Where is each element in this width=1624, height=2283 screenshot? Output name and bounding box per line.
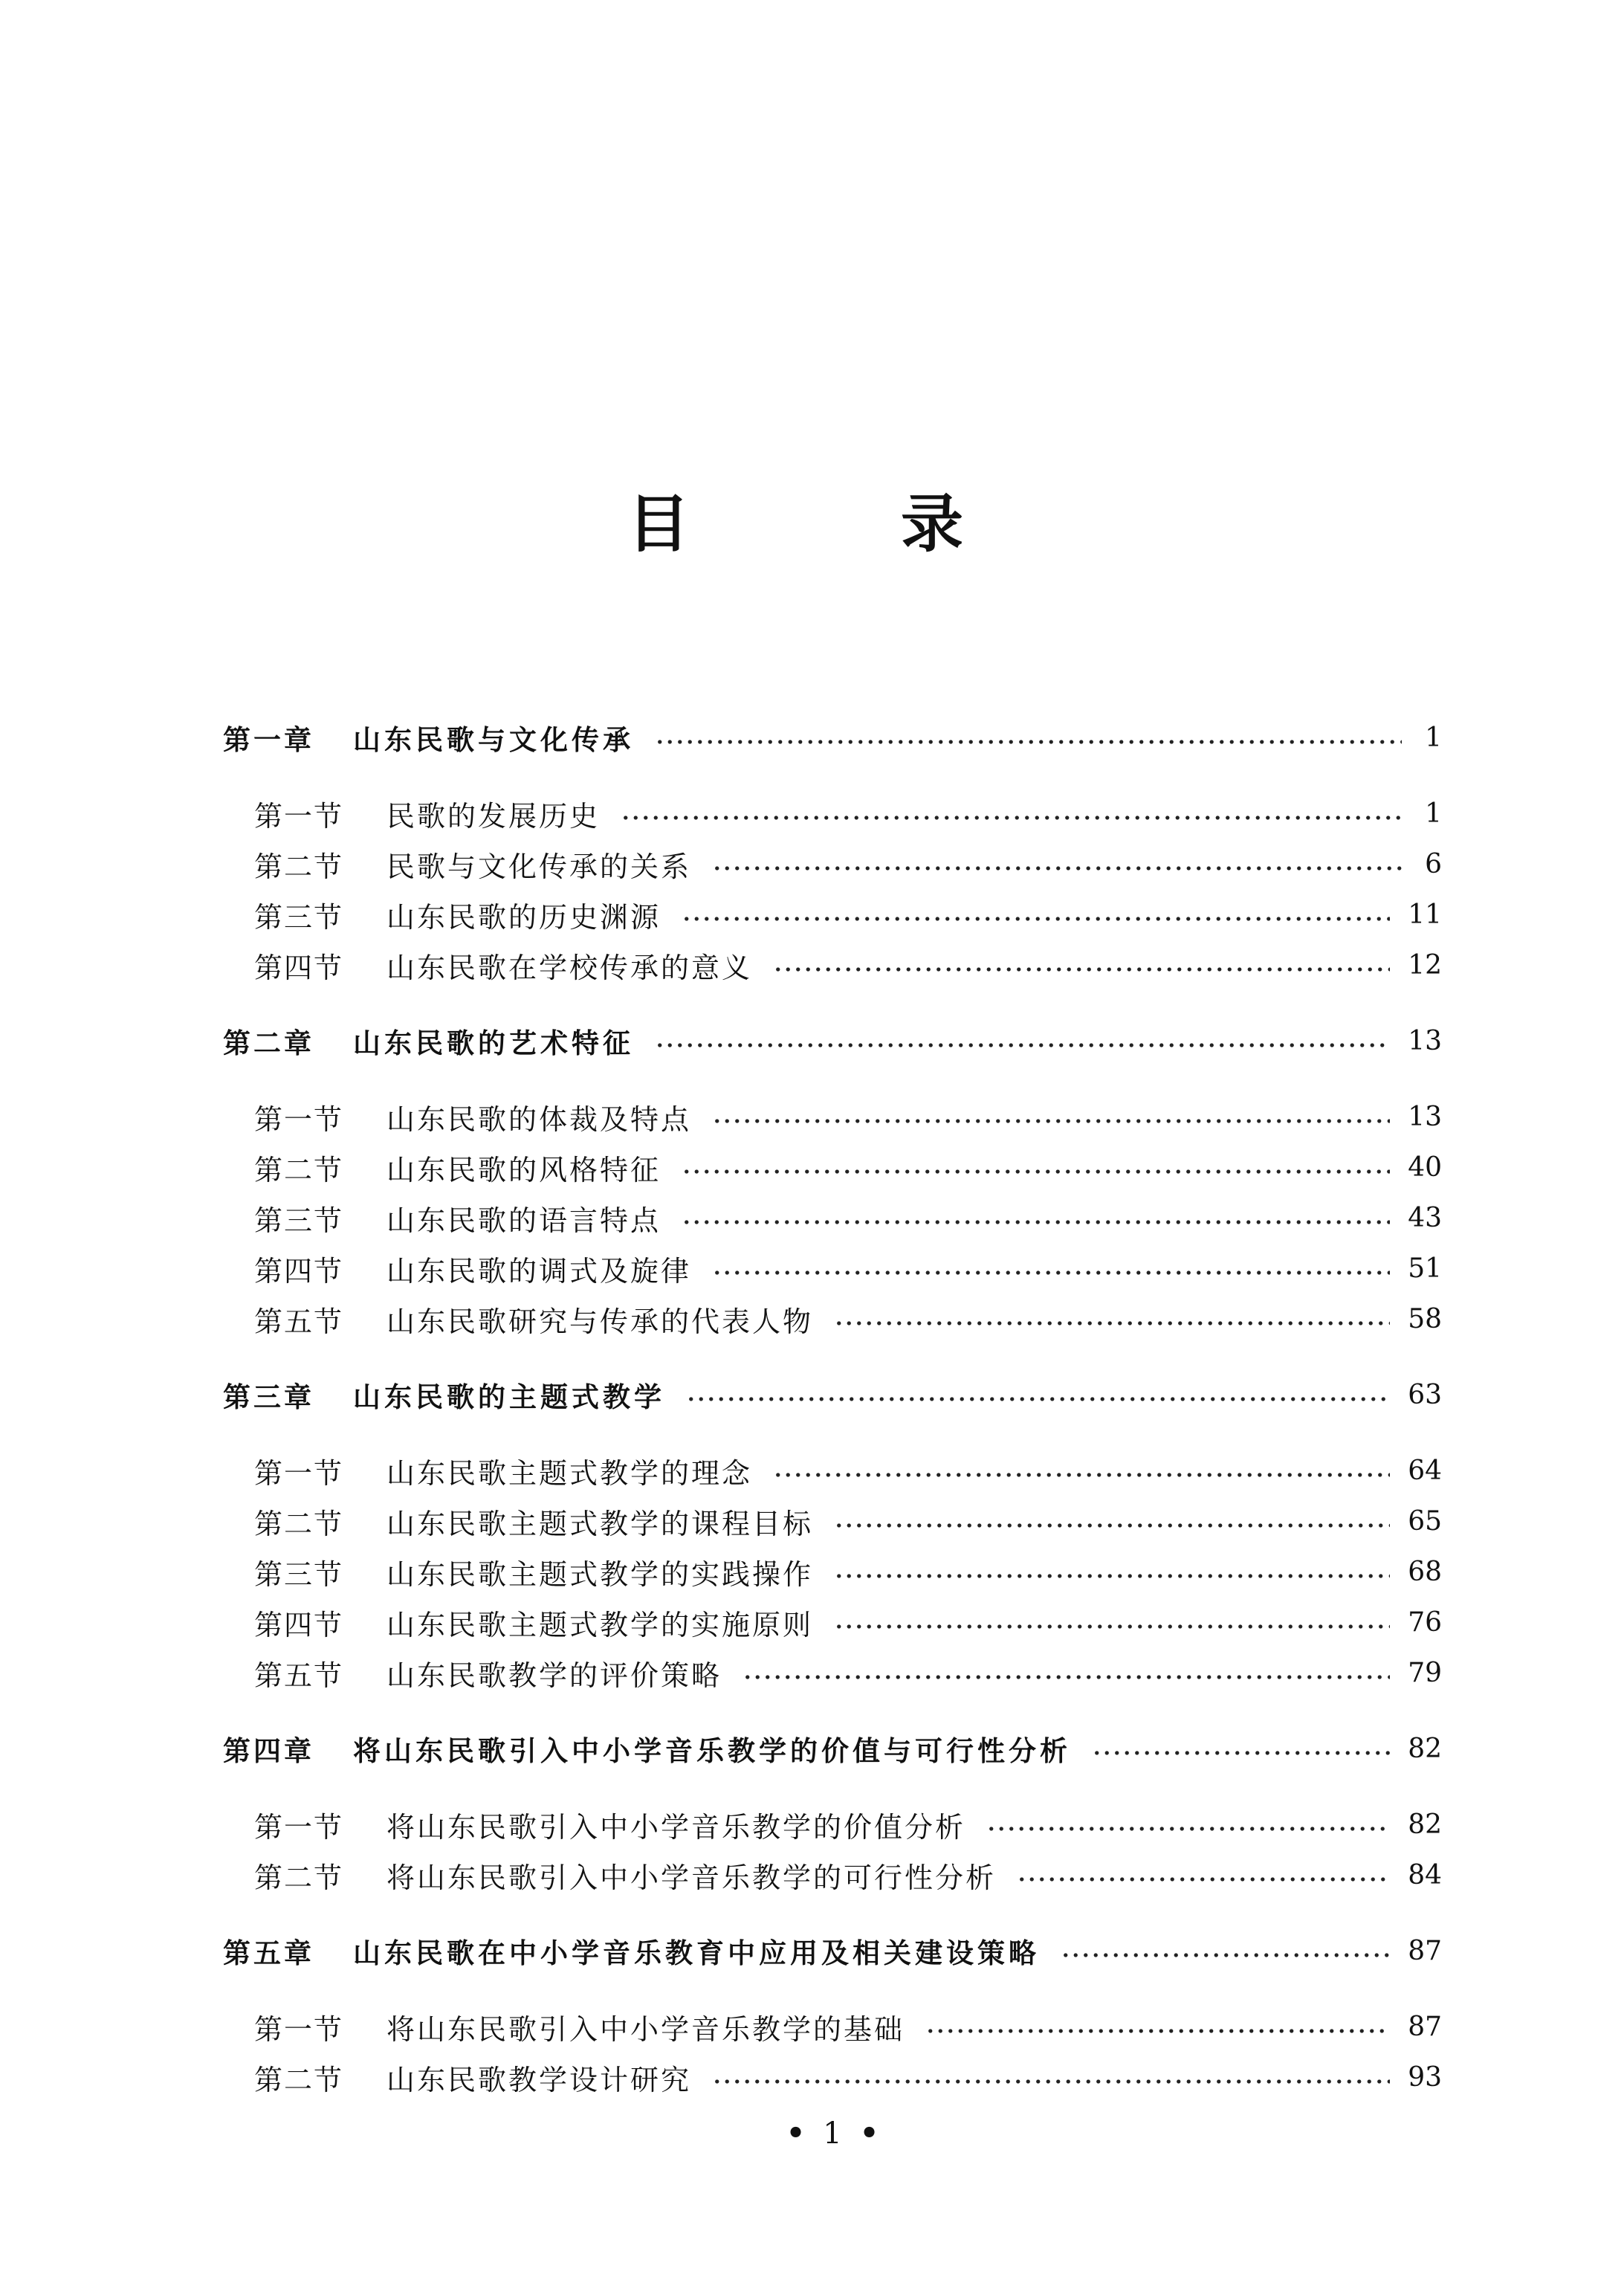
toc-section-1-1[interactable]	[254, 791, 1442, 836]
toc-title: 山东民歌主题式教学的理念	[386, 1456, 753, 1490]
toc-title: 山东民歌的艺术特征	[353, 1027, 634, 1059]
toc-label: 第三节	[254, 900, 344, 934]
toc-page-number: 12	[1408, 949, 1442, 981]
toc-label: 第二节	[254, 1153, 344, 1186]
toc-leader-dots	[621, 816, 1402, 820]
toc-label: 第三节	[254, 1557, 344, 1591]
toc-title: 将山东民歌引入中小学音乐教学的可行性分析	[386, 1861, 997, 1894]
toc-label: 第五节	[254, 1305, 344, 1338]
toc-chapter-5[interactable]	[223, 1928, 1442, 1973]
toc-title: 山东民歌的主题式教学	[353, 1381, 665, 1413]
folio-dot-right: •	[859, 2116, 879, 2151]
toc-page-number: 6	[1425, 848, 1442, 879]
toc-leader-dots	[1092, 1751, 1390, 1755]
toc-section-2-3[interactable]	[254, 1195, 1442, 1240]
toc-label: 第一节	[254, 1456, 344, 1490]
toc-page-number: 1	[1425, 722, 1442, 753]
toc-page-number: 65	[1408, 1505, 1442, 1537]
toc-title: 山东民歌研究与传承的代表人物	[386, 1305, 814, 1338]
page-number-footer	[0, 2111, 1624, 2156]
toc-leader-dots	[834, 1574, 1390, 1578]
toc-page-number: 76	[1408, 1607, 1442, 1638]
toc-title: 民歌与文化传承的关系	[386, 850, 692, 883]
toc-leader-dots	[682, 1220, 1390, 1224]
toc-section-1-3[interactable]	[254, 892, 1442, 937]
toc-section-2-4[interactable]	[254, 1246, 1442, 1291]
toc-title: 山东民歌与文化传承	[353, 724, 634, 756]
toc-label: 第一节	[254, 1102, 344, 1136]
toc-page-number: 87	[1408, 2011, 1442, 2042]
toc-leader-dots	[1017, 1877, 1390, 1882]
toc-label: 第三节	[254, 1204, 344, 1237]
toc-page-number: 63	[1408, 1379, 1442, 1410]
toc-section-3-4[interactable]	[254, 1600, 1442, 1644]
toc-title: 将山东民歌引入中小学音乐教学的价值分析	[386, 1810, 966, 1844]
toc-title: 将山东民歌引入中小学音乐教学的基础	[386, 2012, 905, 2046]
toc-chapter-1[interactable]	[223, 715, 1442, 760]
toc-title: 山东民歌的体裁及特点	[386, 1102, 692, 1136]
toc-title: 山东民歌的风格特征	[386, 1153, 661, 1186]
toc-leader-dots	[712, 1119, 1390, 1123]
toc-title: 山东民歌的语言特点	[386, 1204, 661, 1237]
toc-leader-dots	[682, 917, 1390, 921]
folio-number: 1	[823, 2116, 842, 2151]
toc-label: 第四节	[254, 1608, 344, 1641]
toc-leader-dots	[834, 1321, 1390, 1325]
toc-page-number: 40	[1408, 1152, 1442, 1183]
toc-leader-dots	[655, 1043, 1390, 1047]
toc-label: 第二章	[223, 1027, 314, 1059]
toc-title: 山东民歌主题式教学的课程目标	[386, 1507, 814, 1540]
toc-leader-dots	[655, 740, 1402, 744]
toc-chapter-2[interactable]	[223, 1018, 1442, 1063]
toc-title: 山东民歌在中小学音乐教育中应用及相关建设策略	[353, 1937, 1040, 1969]
toc-leader-dots	[712, 2079, 1390, 2084]
toc-section-3-1[interactable]	[254, 1448, 1442, 1493]
toc-page-number: 64	[1408, 1455, 1442, 1486]
toc-section-2-1[interactable]	[254, 1094, 1442, 1139]
toc-page-number: 51	[1408, 1253, 1442, 1284]
toc-section-3-2[interactable]	[254, 1499, 1442, 1543]
toc-label: 第三章	[223, 1381, 314, 1413]
toc-label: 第一节	[254, 799, 344, 833]
toc-page-number: 43	[1408, 1202, 1442, 1233]
toc-title: 山东民歌在学校传承的意义	[386, 951, 753, 984]
toc-label: 第五章	[223, 1937, 314, 1969]
toc-leader-dots	[986, 1827, 1390, 1831]
toc-section-5-1[interactable]	[254, 2004, 1442, 2049]
toc-page-number: 11	[1408, 899, 1442, 930]
toc-label: 第一章	[223, 724, 314, 756]
toc-section-3-5[interactable]	[254, 1650, 1442, 1695]
toc-leader-dots	[834, 1624, 1390, 1629]
toc-label: 第四章	[223, 1735, 314, 1767]
toc-section-1-2[interactable]	[254, 842, 1442, 886]
toc-title: 山东民歌教学设计研究	[386, 2063, 692, 2096]
toc-chapter-4[interactable]	[223, 1726, 1442, 1771]
toc-page-number: 82	[1408, 1809, 1442, 1840]
toc-chapter-3[interactable]	[223, 1372, 1442, 1417]
toc-leader-dots	[712, 866, 1402, 871]
toc-title: 山东民歌的调式及旋律	[386, 1254, 692, 1288]
toc-title: 将山东民歌引入中小学音乐教学的价值与可行性分析	[353, 1735, 1071, 1767]
toc-title: 山东民歌教学的评价策略	[386, 1659, 722, 1692]
toc-label: 第四节	[254, 951, 344, 984]
toc-label: 第二节	[254, 1861, 344, 1894]
toc-page-number: 79	[1408, 1657, 1442, 1688]
toc-page-number: 13	[1408, 1025, 1442, 1056]
toc-leader-dots	[834, 1523, 1390, 1528]
toc-leader-dots	[743, 1675, 1390, 1679]
toc-leader-dots	[773, 1473, 1390, 1477]
toc-page-number: 58	[1408, 1303, 1442, 1334]
toc-section-4-1[interactable]	[254, 1802, 1442, 1847]
toc-title: 山东民歌主题式教学的实践操作	[386, 1557, 814, 1591]
toc-section-2-2[interactable]	[254, 1145, 1442, 1189]
toc-leader-dots	[1061, 1953, 1390, 1957]
toc-label: 第一节	[254, 1810, 344, 1844]
toc-title: 民歌的发展历史	[386, 799, 601, 833]
toc-leader-dots	[712, 1270, 1390, 1275]
toc-section-5-2[interactable]	[254, 2055, 1442, 2099]
toc-label: 第二节	[254, 1507, 344, 1540]
toc-leader-dots	[686, 1397, 1390, 1401]
toc-label: 第四节	[254, 1254, 344, 1288]
toc-leader-dots	[773, 967, 1390, 972]
toc-label: 第二节	[254, 850, 344, 883]
toc-label: 第二节	[254, 2063, 344, 2096]
toc-title: 山东民歌的历史渊源	[386, 900, 661, 934]
toc-page-number: 84	[1408, 1859, 1442, 1890]
toc-page-number: 82	[1408, 1733, 1442, 1764]
folio-dot-left: •	[786, 2116, 806, 2151]
toc-page-number: 68	[1408, 1556, 1442, 1587]
toc-page-number: 87	[1408, 1935, 1442, 1966]
page-title: 目 录	[627, 488, 1038, 561]
toc-section-3-3[interactable]	[254, 1549, 1442, 1594]
toc-label: 第五节	[254, 1659, 344, 1692]
toc-label: 第一节	[254, 2012, 344, 2046]
toc-leader-dots	[682, 1169, 1390, 1174]
toc-title: 山东民歌主题式教学的实施原则	[386, 1608, 814, 1641]
toc-page-number: 13	[1408, 1101, 1442, 1132]
toc-section-2-5[interactable]	[254, 1297, 1442, 1341]
toc-leader-dots	[925, 2029, 1390, 2033]
toc-page-number: 93	[1408, 2061, 1442, 2093]
toc-page-number: 1	[1425, 798, 1442, 829]
toc-section-1-4[interactable]	[254, 943, 1442, 987]
toc-section-4-2[interactable]	[254, 1853, 1442, 1897]
